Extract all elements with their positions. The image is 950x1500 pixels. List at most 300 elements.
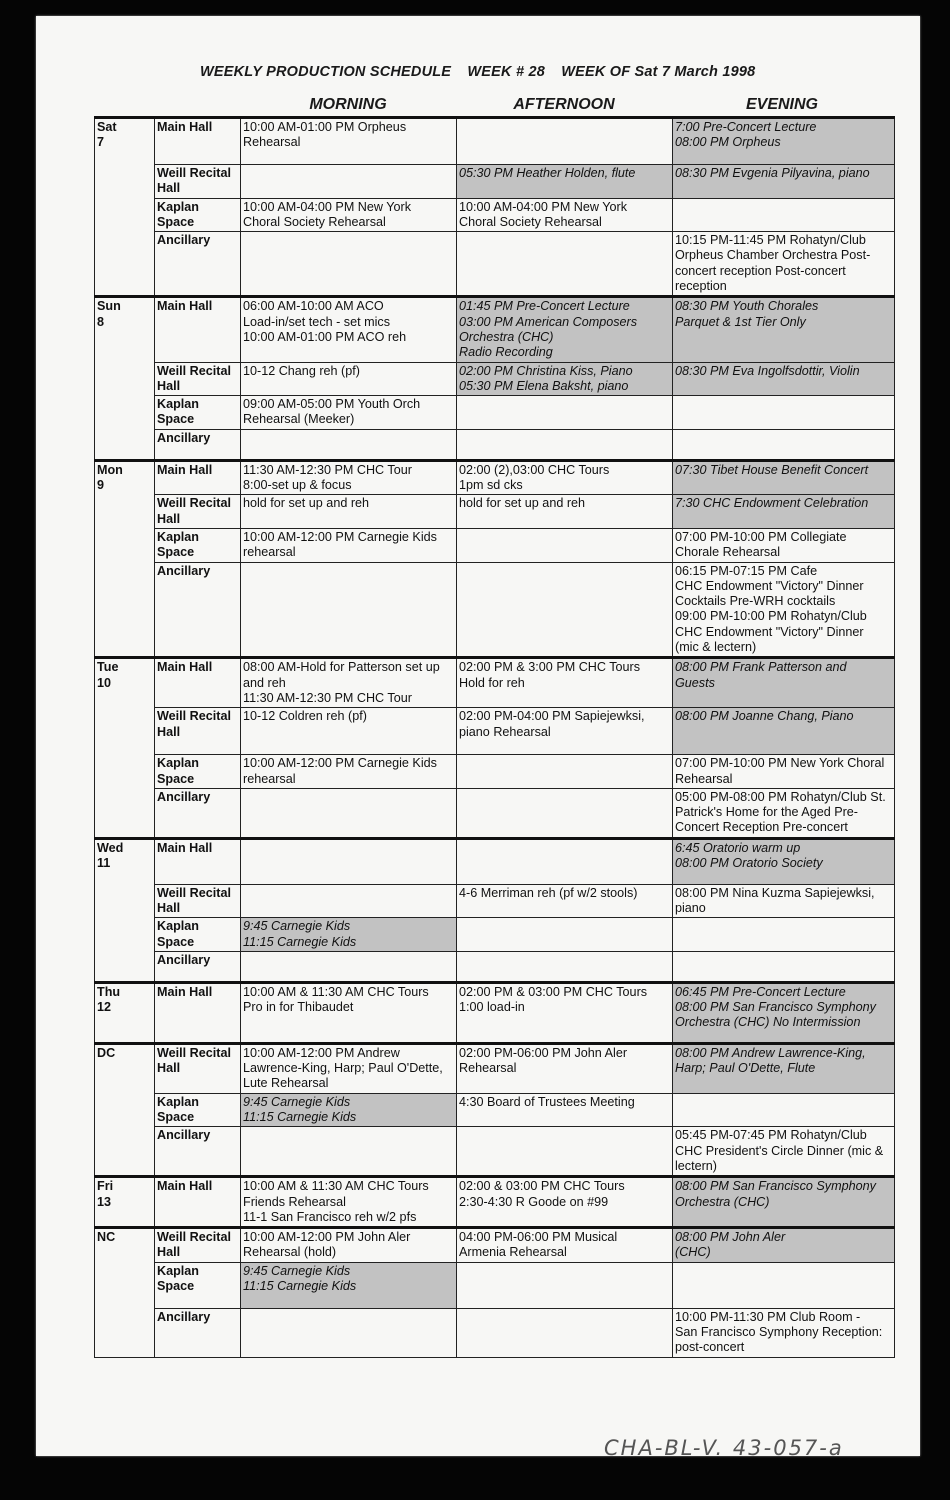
evening-cell xyxy=(673,562,895,658)
event-line: Rehearsal (Meeker) xyxy=(243,412,355,427)
evening-cell xyxy=(673,362,895,396)
event-line: 05:30 PM Heather Holden, flute xyxy=(459,166,636,180)
morning-cell xyxy=(241,460,457,495)
event-line: Choral Society Rehearsal xyxy=(459,214,602,229)
table-row xyxy=(95,918,895,952)
venue-label: Ancillary xyxy=(157,563,211,578)
morning-cell xyxy=(241,362,457,396)
day-cell xyxy=(95,1228,155,1357)
evening-cell xyxy=(673,918,895,952)
event-line: Concert Reception Pre-concert xyxy=(675,820,848,835)
afternoon-cell xyxy=(457,1043,673,1093)
event-line: 07:00 PM-10:00 PM Collegiate xyxy=(675,529,847,544)
afternoon-cell xyxy=(457,884,673,918)
event-line: 07:30 Tibet House Benefit Concert xyxy=(675,462,869,477)
table-row xyxy=(95,232,895,297)
schedule-title xyxy=(200,64,767,80)
evening-cell xyxy=(673,1093,895,1127)
event-line: 6:45 Oratorio warm up xyxy=(675,840,801,855)
venue-label: Main Hall xyxy=(157,462,213,477)
morning-cell xyxy=(241,528,457,562)
day-label: NC xyxy=(97,1230,116,1245)
event-line: 10:00 AM-12:00 PM John Aler xyxy=(243,1230,411,1245)
venue-label: Weill Recital xyxy=(157,1045,231,1060)
afternoon-cell xyxy=(457,788,673,838)
event-line: Friends Rehearsal xyxy=(243,1194,346,1209)
event-line: 8:00-set up & focus xyxy=(243,478,352,493)
venue-cell xyxy=(155,1127,241,1177)
evening-cell xyxy=(673,982,895,1043)
event-line: 10:00 AM-12:00 PM Carnegie Kids xyxy=(243,756,437,771)
venue-label: Ancillary xyxy=(157,430,211,445)
table-row xyxy=(95,1127,895,1177)
evening-cell xyxy=(673,1308,895,1357)
event-line: Lawrence-King, Harp; Paul O'Dette, xyxy=(243,1061,443,1076)
event-line: rehearsal xyxy=(243,545,296,560)
venue-label: Hall xyxy=(157,724,181,739)
event-line: 08:00 PM San Francisco Symphony xyxy=(675,1000,876,1015)
evening-cell xyxy=(673,495,895,529)
event-line: Rehearsal (hold) xyxy=(243,1245,337,1260)
event-line: 7:30 CHC Endowment Celebration xyxy=(675,496,869,511)
venue-label: Kaplan xyxy=(157,1094,199,1109)
evening-cell xyxy=(673,198,895,232)
venue-cell xyxy=(155,460,241,495)
afternoon-cell xyxy=(457,918,673,952)
morning-cell xyxy=(241,562,457,658)
table-row xyxy=(95,495,895,529)
table-row xyxy=(95,788,895,838)
venue-label: Space xyxy=(157,412,195,427)
venue-cell xyxy=(155,755,241,789)
event-line: Orchestra (CHC) No Intermission xyxy=(675,1015,861,1030)
afternoon-cell xyxy=(457,460,673,495)
day-cell xyxy=(95,1043,155,1176)
event-line: (CHC) xyxy=(675,1245,711,1260)
venue-label: Kaplan xyxy=(157,1263,199,1278)
table-row xyxy=(95,1043,895,1093)
event-line: 03:00 PM American Composers xyxy=(459,314,638,329)
table-row xyxy=(95,460,895,495)
event-line: reception xyxy=(675,279,727,294)
event-line: 06:15 PM-07:15 PM Cafe xyxy=(675,563,818,578)
morning-cell xyxy=(241,1043,457,1093)
venue-label: Hall xyxy=(157,511,181,526)
afternoon-cell xyxy=(457,658,673,708)
table-row xyxy=(95,982,895,1043)
day-cell xyxy=(95,297,155,460)
venue-label: Space xyxy=(157,545,195,560)
event-line: post-concert xyxy=(675,1340,745,1355)
morning-cell xyxy=(241,658,457,708)
event-line: Chorale Rehearsal xyxy=(675,545,781,560)
event-line: 4:30 Board of Trustees Meeting xyxy=(459,1094,635,1109)
event-line: Parquet & 1st Tier Only xyxy=(675,314,806,329)
evening-cell xyxy=(673,1228,895,1263)
table-row xyxy=(95,658,895,708)
event-line: Rehearsal xyxy=(459,1061,517,1076)
event-line: CHC Endowment "Victory" Dinner xyxy=(675,578,864,593)
venue-label: Weill Recital xyxy=(157,1230,231,1245)
period-afternoon: AFTERNOON xyxy=(513,96,615,113)
day-label: 11 xyxy=(97,855,111,870)
event-line: 2:30-4:30 R Goode on #99 xyxy=(459,1194,609,1209)
event-line: 1:00 load-in xyxy=(459,1000,525,1015)
venue-label: Main Hall xyxy=(157,120,213,134)
event-line: 10:00 PM-11:30 PM Club Room - xyxy=(675,1309,861,1324)
table-row xyxy=(95,1177,895,1228)
venue-label: Hall xyxy=(157,378,181,393)
day-label: 13 xyxy=(97,1194,112,1209)
afternoon-cell xyxy=(457,562,673,658)
venue-cell xyxy=(155,297,241,362)
afternoon-cell xyxy=(457,396,673,430)
event-line: Guests xyxy=(675,675,715,690)
morning-cell xyxy=(241,297,457,362)
day-label: 8 xyxy=(97,314,105,329)
event-line: 02:00 & 03:00 PM CHC Tours xyxy=(459,1179,625,1194)
morning-cell xyxy=(241,708,457,755)
morning-cell xyxy=(241,1308,457,1357)
table-row xyxy=(95,396,895,430)
event-line: 7:00 Pre-Concert Lecture xyxy=(675,120,817,134)
period-morning: MORNING xyxy=(309,96,387,113)
morning-cell xyxy=(241,165,457,199)
venue-label: Main Hall xyxy=(157,840,213,855)
event-line: San Francisco Symphony Reception: xyxy=(675,1325,883,1340)
table-row xyxy=(95,198,895,232)
event-line: Orchestra (CHC) xyxy=(675,1194,770,1209)
table-row xyxy=(95,362,895,396)
event-line: 1pm sd cks xyxy=(459,478,523,493)
event-line: 09:00 AM-05:00 PM Youth Orch xyxy=(243,397,421,412)
event-line: Lute Rehearsal xyxy=(243,1076,329,1091)
venue-label: Space xyxy=(157,771,195,786)
venue-cell xyxy=(155,918,241,952)
evening-cell xyxy=(673,788,895,838)
venue-label: Hall xyxy=(157,181,181,196)
day-label: 7 xyxy=(97,135,105,150)
morning-cell xyxy=(241,1177,457,1228)
venue-label: Space xyxy=(157,1110,195,1125)
venue-cell xyxy=(155,362,241,396)
venue-cell xyxy=(155,165,241,199)
day-cell xyxy=(95,460,155,658)
event-line: 08:30 PM Eva Ingolfsdottir, Violin xyxy=(675,363,860,378)
event-line: 05:30 PM Elena Baksht, piano xyxy=(459,378,629,393)
venue-label: Kaplan xyxy=(157,919,199,934)
evening-cell xyxy=(673,297,895,362)
event-line: 06:45 PM Pre-Concert Lecture xyxy=(675,984,846,999)
afternoon-cell xyxy=(457,951,673,982)
day-label: Fri xyxy=(97,1179,114,1194)
event-line: 02:00 PM & 3:00 PM CHC Tours xyxy=(459,660,641,675)
venue-label: Ancillary xyxy=(157,952,211,967)
event-line: 10:15 PM-11:45 PM Rohatyn/Club xyxy=(675,233,866,248)
event-line: Orpheus Chamber Orchestra Post- xyxy=(675,248,871,263)
event-line: 05:00 PM-08:00 PM Rohatyn/Club St. xyxy=(675,789,886,804)
venue-label: Hall xyxy=(157,900,181,915)
event-line: Load-in/set tech - set mics xyxy=(243,314,390,329)
evening-cell xyxy=(673,528,895,562)
table-row xyxy=(95,1262,895,1308)
venue-label: Hall xyxy=(157,1061,181,1076)
day-label: Sun xyxy=(97,299,121,314)
venue-cell xyxy=(155,1093,241,1127)
venue-cell xyxy=(155,838,241,884)
day-label: 10 xyxy=(97,675,112,690)
event-line: 9:45 Carnegie Kids xyxy=(243,1263,351,1278)
event-line: 02:00 PM-04:00 PM Sapiejewksi, xyxy=(459,709,645,724)
event-line: piano xyxy=(675,900,706,915)
afternoon-cell xyxy=(457,1093,673,1127)
table-row xyxy=(95,429,895,460)
event-line: 08:30 PM Evgenia Pilyavina, piano xyxy=(675,166,870,180)
event-line: 10:00 AM & 11:30 AM CHC Tours xyxy=(243,984,429,999)
venue-cell xyxy=(155,982,241,1043)
event-line: hold for set up and reh xyxy=(243,496,370,511)
morning-cell xyxy=(241,1228,457,1263)
afternoon-cell xyxy=(457,1262,673,1308)
venue-cell xyxy=(155,528,241,562)
venue-cell xyxy=(155,884,241,918)
evening-cell xyxy=(673,838,895,884)
venue-cell xyxy=(155,1228,241,1263)
day-label: Sat xyxy=(97,120,117,134)
event-line: Rehearsal xyxy=(243,135,301,150)
event-line: 11:15 Carnegie Kids xyxy=(243,1279,357,1294)
venue-cell xyxy=(155,118,241,165)
evening-cell xyxy=(673,232,895,297)
table-row xyxy=(95,755,895,789)
schedule-table xyxy=(94,116,895,1358)
event-line: 08:00 PM Frank Patterson and xyxy=(675,660,847,675)
event-line: 04:00 PM-06:00 PM Musical xyxy=(459,1230,618,1245)
venue-cell xyxy=(155,198,241,232)
venue-label: Kaplan xyxy=(157,199,199,214)
evening-cell xyxy=(673,165,895,199)
evening-cell xyxy=(673,708,895,755)
venue-label: Kaplan xyxy=(157,529,199,544)
venue-label: Weill Recital xyxy=(157,496,231,511)
event-line: 11-1 San Francisco reh w/2 pfs xyxy=(243,1209,417,1224)
event-line: 11:30 AM-12:30 PM CHC Tour xyxy=(243,690,412,705)
morning-cell xyxy=(241,396,457,430)
evening-cell xyxy=(673,755,895,789)
morning-cell xyxy=(241,429,457,460)
table-row xyxy=(95,951,895,982)
evening-cell xyxy=(673,118,895,165)
venue-label: Weill Recital xyxy=(157,709,231,724)
afternoon-cell xyxy=(457,362,673,396)
event-line: 07:00 PM-10:00 PM New York Choral xyxy=(675,756,885,771)
table-row xyxy=(95,1093,895,1127)
morning-cell xyxy=(241,198,457,232)
morning-cell xyxy=(241,982,457,1043)
afternoon-cell xyxy=(457,232,673,297)
afternoon-cell xyxy=(457,1127,673,1177)
afternoon-cell xyxy=(457,755,673,789)
table-row xyxy=(95,838,895,884)
event-line: 08:00 PM Joanne Chang, Piano xyxy=(675,709,854,724)
day-cell xyxy=(95,1177,155,1228)
day-cell xyxy=(95,658,155,838)
day-label: Tue xyxy=(97,660,119,675)
morning-cell xyxy=(241,788,457,838)
morning-cell xyxy=(241,1262,457,1308)
afternoon-cell xyxy=(457,1177,673,1228)
evening-cell xyxy=(673,1262,895,1308)
afternoon-cell xyxy=(457,297,673,362)
afternoon-cell xyxy=(457,165,673,199)
day-label: Mon xyxy=(97,462,123,477)
venue-cell xyxy=(155,708,241,755)
event-line: 08:00 PM San Francisco Symphony xyxy=(675,1179,876,1194)
venue-label: Space xyxy=(157,214,195,229)
morning-cell xyxy=(241,951,457,982)
event-line: concert reception Post-concert xyxy=(675,263,846,278)
morning-cell xyxy=(241,755,457,789)
morning-cell xyxy=(241,918,457,952)
afternoon-cell xyxy=(457,429,673,460)
event-line: 08:30 PM Youth Chorales xyxy=(675,299,819,314)
event-line: 10:00 AM-12:00 PM Carnegie Kids xyxy=(243,529,437,544)
event-line: 9:45 Carnegie Kids xyxy=(243,919,351,934)
venue-label: Ancillary xyxy=(157,233,211,248)
event-line: 08:00 AM-Hold for Patterson set up xyxy=(243,660,440,675)
venue-label: Weill Recital xyxy=(157,885,231,900)
day-cell xyxy=(95,118,155,297)
afternoon-cell xyxy=(457,495,673,529)
evening-cell xyxy=(673,951,895,982)
period-evening: EVENING xyxy=(745,96,818,113)
event-line: 10:00 AM-01:00 PM Orpheus xyxy=(243,120,407,134)
evening-cell xyxy=(673,1127,895,1177)
venue-cell xyxy=(155,429,241,460)
event-line: 01:45 PM Pre-Concert Lecture xyxy=(459,299,630,314)
event-line: Hold for reh xyxy=(459,675,525,690)
afternoon-cell xyxy=(457,198,673,232)
venue-label: Kaplan xyxy=(157,397,199,412)
venue-cell xyxy=(155,951,241,982)
venue-cell xyxy=(155,232,241,297)
afternoon-cell xyxy=(457,1228,673,1263)
event-line: 11:30 AM-12:30 PM CHC Tour xyxy=(243,462,412,477)
period-headers xyxy=(240,96,894,116)
venue-cell xyxy=(155,562,241,658)
venue-label: Space xyxy=(157,934,195,949)
event-line: Choral Society Rehearsal xyxy=(243,214,386,229)
venue-cell xyxy=(155,658,241,708)
event-line: 9:45 Carnegie Kids xyxy=(243,1094,351,1109)
event-line: Radio Recording xyxy=(459,345,553,360)
event-line: Armenia Rehearsal xyxy=(459,1245,567,1260)
afternoon-cell xyxy=(457,708,673,755)
afternoon-cell xyxy=(457,838,673,884)
table-row xyxy=(95,118,895,165)
day-label: DC xyxy=(97,1045,116,1060)
day-cell xyxy=(95,838,155,982)
event-line: Harp; Paul O'Dette, Flute xyxy=(675,1061,816,1076)
event-line: 02:00 PM & 03:00 PM CHC Tours xyxy=(459,984,648,999)
event-line: 02:00 PM-06:00 PM John Aler xyxy=(459,1045,628,1060)
event-line: 02:00 (2),03:00 CHC Tours xyxy=(459,462,610,477)
venue-label: Ancillary xyxy=(157,1309,211,1324)
event-line: 02:00 PM Christina Kiss, Piano xyxy=(459,363,633,378)
venue-cell xyxy=(155,1177,241,1228)
venue-cell xyxy=(155,1043,241,1093)
morning-cell xyxy=(241,1127,457,1177)
venue-cell xyxy=(155,1262,241,1308)
event-line: 10:00 AM & 11:30 AM CHC Tours xyxy=(243,1179,429,1194)
day-label: 12 xyxy=(97,1000,112,1015)
evening-cell xyxy=(673,429,895,460)
event-line: 10:00 AM-04:00 PM New York xyxy=(243,199,412,214)
table-row xyxy=(95,1308,895,1357)
event-line: 10:00 AM-01:00 PM ACO reh xyxy=(243,329,407,344)
evening-cell xyxy=(673,658,895,708)
venue-label: Space xyxy=(157,1279,195,1294)
event-line: 08:00 PM Andrew Lawrence-King, xyxy=(675,1045,866,1060)
venue-label: Hall xyxy=(157,1245,181,1260)
venue-cell xyxy=(155,495,241,529)
event-line: 08:00 PM Oratorio Society xyxy=(675,855,823,870)
venue-label: Kaplan xyxy=(157,756,199,771)
event-line: 08:00 PM John Aler xyxy=(675,1230,786,1245)
event-line: Pro in for Thibaudet xyxy=(243,1000,354,1015)
event-line: and reh xyxy=(243,675,286,690)
title-text: WEEKLY PRODUCTION SCHEDULE xyxy=(200,64,452,80)
event-line: CHC Endowment "Victory" Dinner xyxy=(675,624,864,639)
event-line: 10-12 Chang reh (pf) xyxy=(243,363,360,378)
evening-cell xyxy=(673,1043,895,1093)
event-line: CHC President's Circle Dinner (mic & xyxy=(675,1143,884,1158)
evening-cell xyxy=(673,884,895,918)
venue-label: Main Hall xyxy=(157,660,213,675)
morning-cell xyxy=(241,1093,457,1127)
venue-cell xyxy=(155,1308,241,1357)
afternoon-cell xyxy=(457,528,673,562)
event-line: lectern) xyxy=(675,1158,717,1173)
afternoon-cell xyxy=(457,1308,673,1357)
day-label: Wed xyxy=(97,840,124,855)
venue-label: Ancillary xyxy=(157,789,211,804)
table-row xyxy=(95,708,895,755)
event-line: piano Rehearsal xyxy=(459,724,551,739)
venue-label: Weill Recital xyxy=(157,166,231,180)
table-row xyxy=(95,1228,895,1263)
event-line: 10-12 Coldren reh (pf) xyxy=(243,709,367,724)
morning-cell xyxy=(241,495,457,529)
event-line: (mic & lectern) xyxy=(675,640,757,655)
venue-label: Weill Recital xyxy=(157,363,231,378)
event-line: 11:15 Carnegie Kids xyxy=(243,1110,357,1125)
event-line: 06:00 AM-10:00 AM ACO xyxy=(243,299,384,314)
evening-cell xyxy=(673,460,895,495)
table-row xyxy=(95,528,895,562)
day-label: 9 xyxy=(97,478,105,493)
week-number: WEEK # 28 xyxy=(467,64,545,80)
morning-cell xyxy=(241,118,457,165)
table-row xyxy=(95,884,895,918)
event-line: hold for set up and reh xyxy=(459,496,586,511)
venue-cell xyxy=(155,788,241,838)
evening-cell xyxy=(673,396,895,430)
event-line: 08:00 PM Nina Kuzma Sapiejewksi, xyxy=(675,885,875,900)
venue-label: Ancillary xyxy=(157,1128,211,1143)
day-cell xyxy=(95,982,155,1043)
event-line: 10:00 AM-04:00 PM New York xyxy=(459,199,628,214)
